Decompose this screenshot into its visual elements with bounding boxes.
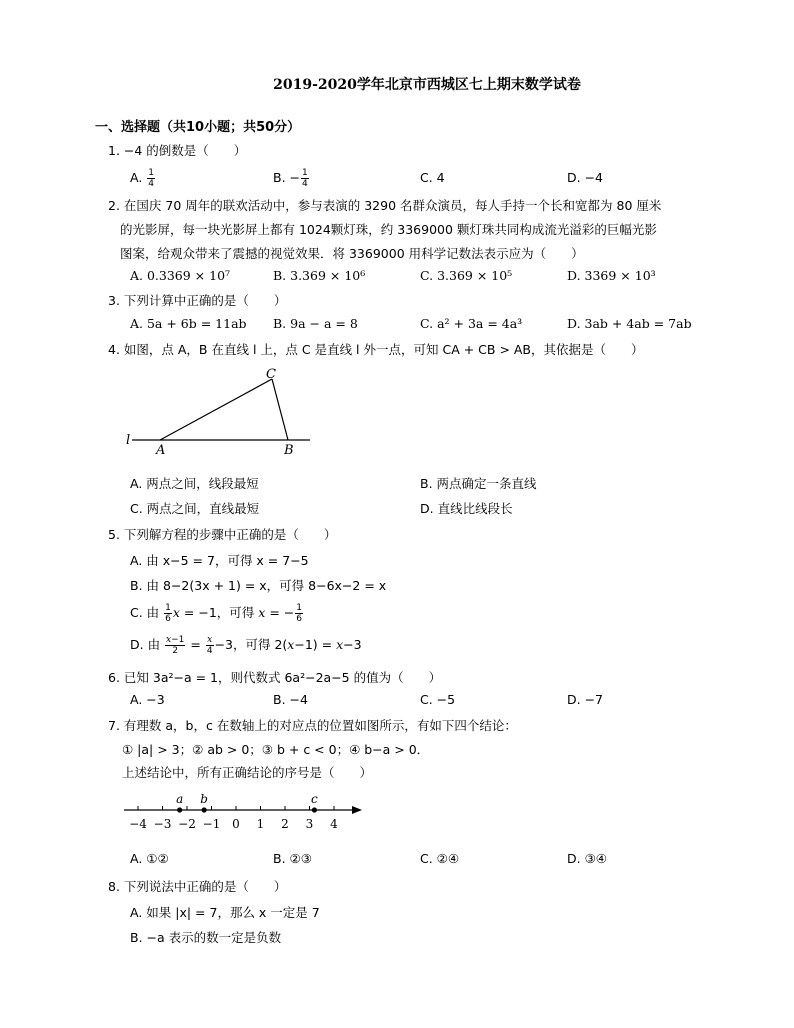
question-1-option-b: B. − $\frac{1}{4}$ [273, 168, 308, 189]
axis-tick-label: 0 [232, 817, 240, 831]
axis-tick-label: 4 [330, 817, 338, 831]
question-6-option-a: A. −3 [130, 692, 165, 707]
point-label-a: a [176, 792, 184, 806]
question-3-option-a: A. 5a + 6b = 11ab [130, 316, 247, 331]
axis-tick-label: 3 [305, 817, 314, 831]
question-5-option-c: C. 由 $\frac{1}{6}$ x = −1，可得 x = − $\frac{1}{6}$ [130, 603, 302, 624]
question-2-stem-line-1: 2. 在国庆 70 周年的联欢活动中，参与表演的 3290 名群众演员，每人手持一个长和宽都为 80 厘米 [108, 198, 662, 213]
question-8-stem: 8. 下列说法中正确的是（ ） [108, 879, 287, 894]
question-4-option-d: D. 直线比线段长 [420, 501, 513, 516]
question-2-stem-line-2: 的光影屏，每一块光影屏上都有 1024颗灯珠，约 3369000 颗灯珠共同构成流光溢彩的巨幅光影 [120, 222, 657, 237]
question-4-triangle-figure [120, 364, 330, 459]
question-8-option-a: A. 如果 |x| = 7，那么 x 一定是 7 [130, 905, 320, 920]
question-6-option-d: D. −7 [567, 692, 603, 707]
question-6-stem: 6. 已知 3a²−a = 1，则代数式 6a²−2a−5 的值为（ ） [108, 670, 442, 685]
question-3-option-d: D. 3ab + 4ab = 7ab [567, 316, 692, 331]
point-label-c: c [311, 792, 318, 806]
question-4-option-c: C. 两点之间，直线最短 [130, 501, 260, 516]
question-1-option-a: A. $\frac{1}{4}$ [130, 168, 155, 189]
question-7-option-a: A. ①② [130, 851, 169, 866]
axis-tick-label: 1 [256, 817, 265, 831]
section-heading: 一、选择题（共10小题；共50分） [95, 120, 301, 135]
label-a: A [156, 443, 166, 458]
question-4-option-b: B. 两点确定一条直线 [420, 476, 537, 491]
question-4-stem: 4. 如图，点 A，B 在直线 l 上，点 C 是直线 l 外一点，可知 CA + CB > AB，其依据是（ ） [108, 342, 644, 357]
question-3-option-c: C. a² + 3a = 4a³ [420, 316, 523, 331]
question-8-option-b: B. −a 表示的数一定是负数 [130, 930, 282, 945]
question-2-option-c: C. 3.369 × 10⁵ [420, 268, 513, 283]
question-7-option-d: D. ③④ [567, 851, 607, 866]
question-7-prompt: 上述结论中，所有正确结论的序号是（ ） [122, 765, 373, 780]
axis-tick-label: −1 [202, 817, 221, 831]
axis-arrow [352, 806, 362, 814]
axis-tick-label: −4 [129, 817, 147, 831]
question-5-option-b: B. 由 8−2(3x + 1) = x，可得 8−6x−2 = x [130, 578, 387, 593]
question-2-option-b: B. 3.369 × 10⁶ [273, 268, 366, 283]
page-title: 2019-2020学年北京市西城区七上期末数学试卷 [273, 77, 581, 93]
question-6-option-b: B. −4 [273, 692, 308, 707]
point-label-b: b [200, 792, 208, 806]
question-2-option-d: D. 3369 × 10³ [567, 268, 656, 283]
question-5-option-a: A. 由 x−5 = 7，可得 x = 7−5 [130, 553, 309, 568]
label-b: B [284, 443, 294, 458]
question-7-option-b: B. ②③ [273, 851, 312, 866]
question-2-option-a: A. 0.3369 × 10⁷ [130, 268, 231, 283]
question-7-stem: 7. 有理数 a，b，c 在数轴上的对应点的位置如图所示，有如下四个结论： [108, 718, 517, 733]
point-b [202, 807, 207, 812]
question-4-option-a: A. 两点之间，线段最短 [130, 476, 259, 491]
question-7-option-c: C. ②④ [420, 851, 460, 866]
segment-cb [272, 379, 288, 440]
point-c [312, 807, 317, 812]
question-1-option-d: D. −4 [567, 170, 603, 185]
question-7-number-line [118, 790, 368, 838]
question-7-conclusions: ① |a| > 3；② ab > 0；③ b + c < 0；④ b−a > 0． [122, 742, 430, 757]
question-2-stem-line-3: 图案，给观众带来了震撼的视觉效果．将 3369000 用科学记数法表示应为（ ） [120, 246, 584, 261]
question-3-option-b: B. 9a − a = 8 [273, 316, 358, 331]
label-c: C [266, 367, 276, 382]
axis-tick-label: 2 [281, 817, 289, 831]
question-5-stem: 5. 下列解方程的步骤中正确的是（ ） [108, 527, 337, 542]
label-l: l [126, 433, 131, 448]
question-1-option-c: C. 4 [420, 170, 445, 185]
segment-ac [160, 379, 272, 440]
axis-tick-label: −3 [153, 817, 172, 831]
question-1-stem: 1. −4 的倒数是（ ） [108, 143, 247, 158]
question-6-option-c: C. −5 [420, 692, 456, 707]
point-a [177, 807, 182, 812]
question-3-stem: 3. 下列计算中正确的是（ ） [108, 293, 287, 308]
axis-tick-label: −2 [178, 817, 196, 831]
question-5-option-d: D. 由 $\frac{x-1}{2}$ = $\frac{x}{4}$ −3，可得 2(x−1) = x−3 [130, 635, 362, 656]
